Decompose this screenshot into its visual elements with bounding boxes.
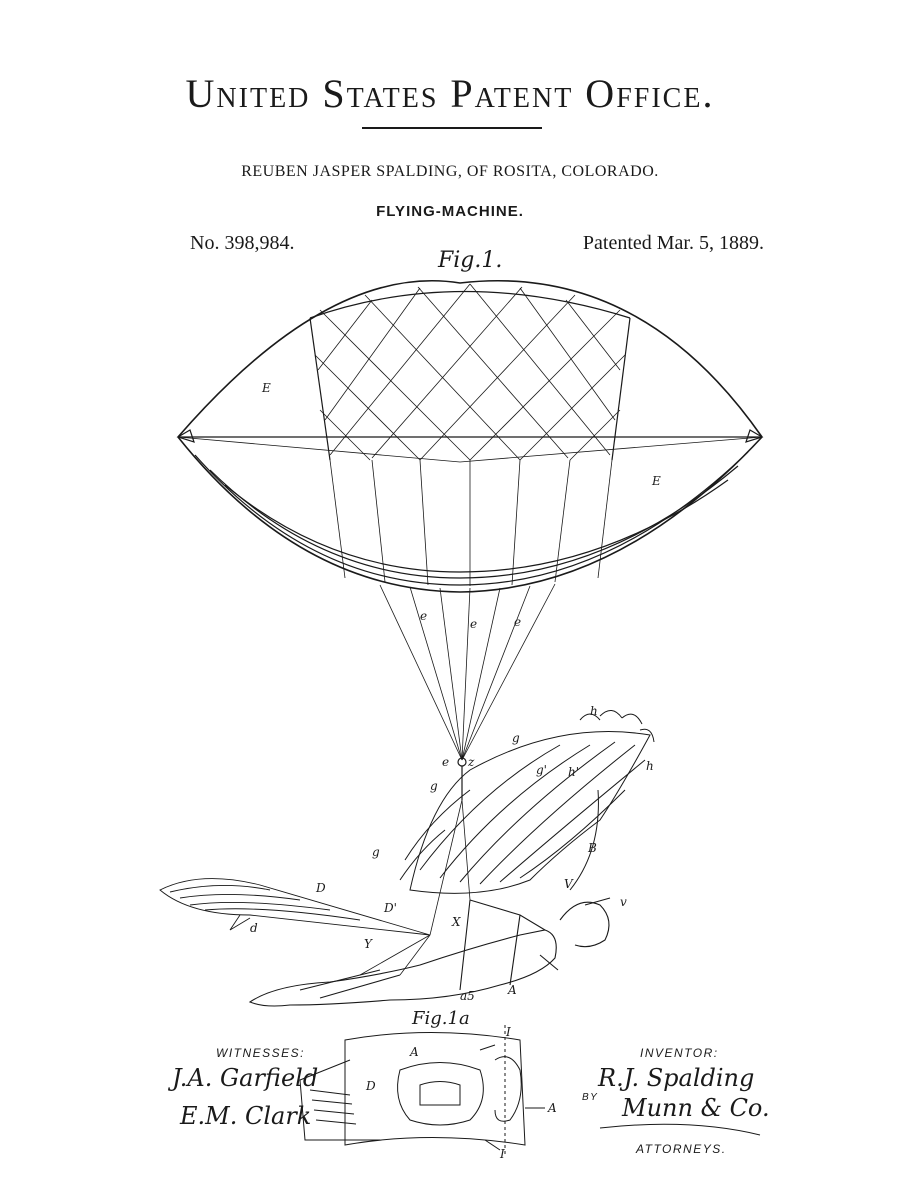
label-g-3: g': [536, 763, 547, 777]
patent-number: No. 398,984.: [190, 232, 295, 254]
label-e-cord-1: e: [420, 609, 428, 623]
label-g-4: g: [372, 845, 380, 859]
label-ring-e: e: [442, 755, 450, 769]
wing: [400, 710, 654, 893]
suspension-cords: [380, 584, 555, 760]
patent-date: Patented Mar. 5, 1889.: [582, 232, 764, 254]
witness-2-signature: E.M. Clark: [180, 1102, 312, 1130]
label-ring-z: z: [468, 755, 475, 769]
inventor-signature: R.J. Spalding: [598, 1064, 755, 1092]
label-fig1a-A: A: [410, 1045, 419, 1059]
invention-title: FLYING-MACHINE.: [376, 203, 524, 220]
witnesses-label: WITNESSES:: [216, 1046, 306, 1060]
label-E-left: E: [262, 381, 271, 395]
figure-1-label: Fig.1.: [438, 248, 503, 273]
label-e-cord-3: e: [514, 615, 522, 629]
label-E-right: E: [652, 474, 661, 488]
aviator-body: [250, 898, 610, 1006]
label-g-2: g: [430, 779, 438, 793]
witness-1-signature: J.A. Garfield: [172, 1064, 319, 1092]
attorney-signature: Munn & Co.: [622, 1094, 770, 1122]
label-fig1a-D: D: [366, 1079, 376, 1093]
label-a5: a5: [460, 989, 475, 1003]
label-h-2: h: [646, 759, 654, 773]
label-v: v: [620, 895, 627, 909]
figure-1a-drawing: [300, 1025, 545, 1155]
inventor-label: INVENTOR:: [640, 1046, 719, 1060]
label-A: A: [508, 983, 517, 997]
balloon-envelope: [178, 281, 762, 592]
label-Y: Y: [364, 937, 372, 951]
office-title: United States Patent Office.: [185, 71, 715, 116]
label-D: D: [316, 881, 326, 895]
figure-1a-label: Fig.1a: [412, 1008, 470, 1029]
by-label: BY: [582, 1092, 599, 1103]
label-B: B: [588, 841, 597, 855]
label-e-cord-2: e: [470, 617, 478, 631]
label-D-prime: D': [384, 901, 397, 915]
label-V: V: [564, 877, 573, 891]
label-fig1a-I-bottom: I: [500, 1147, 505, 1161]
label-d: d: [250, 921, 258, 935]
label-g-1: g: [512, 731, 520, 745]
label-X: X: [452, 915, 461, 929]
label-h-1: h: [590, 704, 598, 718]
label-fig1a-I-top: I: [506, 1025, 511, 1039]
attorneys-label: ATTORNEYS.: [636, 1142, 727, 1156]
inventor-line: REUBEN JASPER SPALDING, OF ROSITA, COLORADO.: [241, 163, 659, 180]
label-h-3: h': [568, 765, 580, 779]
label-fig1a-A-right: A: [548, 1101, 557, 1115]
